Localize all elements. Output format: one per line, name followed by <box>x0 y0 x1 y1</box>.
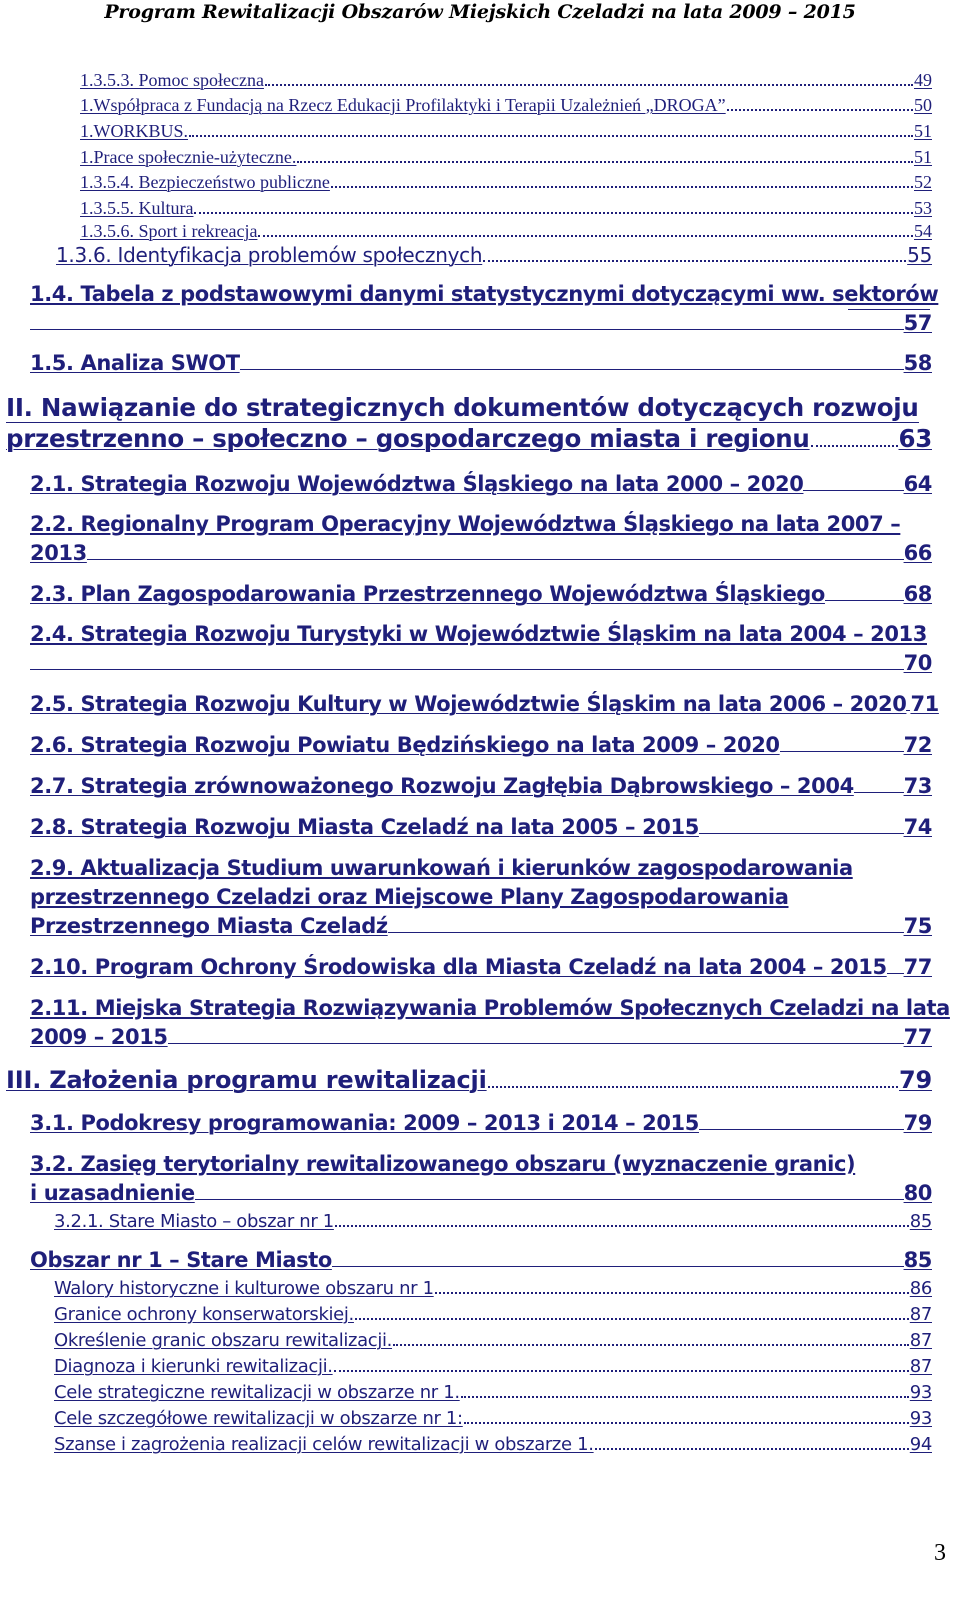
toc-entry[interactable]: 1.3.5.4. Bezpieczeństwo publiczne 52 <box>80 172 932 192</box>
toc-entry[interactable]: 1.Prace społecznie-użyteczne. 51 <box>80 147 932 167</box>
toc-entry[interactable]: 2.5. Strategia Rozwoju Kultury w Województwie Śląskim na lata 2006 – 2020 71 <box>30 692 939 716</box>
toc-entry[interactable]: 57 <box>30 311 932 335</box>
toc-section-line[interactable]: II. Nawiązanie do strategicznych dokumentów dotyczących rozwoju <box>6 393 919 422</box>
toc-entry[interactable]: Szanse i zagrożenia realizacji celów rewitalizacji w obszarze 1. 94 <box>54 1434 932 1455</box>
toc-entry[interactable]: 1.3.5.6. Sport i rekreacja 54 <box>80 221 932 241</box>
toc-entry[interactable]: 2.1. Strategia Rozwoju Województwa Śląskiego na lata 2000 – 2020 64 <box>30 472 932 496</box>
toc-entry[interactable]: Diagnoza i kierunki rewitalizacji. 87 <box>54 1356 932 1377</box>
toc-entry[interactable]: Walory historyczne i kulturowe obszaru nr 1 86 <box>54 1278 932 1299</box>
toc-entry-line[interactable]: 2.11. Miejska Strategia Rozwiązywania Problemów Społecznych Czeladzi na lata <box>30 996 950 1020</box>
toc-entry-line[interactable]: 2.4. Strategia Rozwoju Turystyki w Województwie Śląskim na lata 2004 – 2013 <box>30 622 927 646</box>
toc-entry[interactable]: Obszar nr 1 – Stare Miasto 85 <box>30 1248 932 1272</box>
toc-entry[interactable]: 3.2.1. Stare Miasto – obszar nr 1 85 <box>54 1211 932 1232</box>
toc-entry-line[interactable]: 1.4. Tabela z podstawowymi danymi statystycznymi dotyczącymi ww. sektorów <box>30 282 939 306</box>
toc-underline <box>848 309 930 310</box>
toc-entry[interactable]: 1.WORKBUS. 51 <box>80 121 932 141</box>
toc-section[interactable]: przestrzenno – społeczno – gospodarczego miasta i regionu 63 <box>6 424 932 453</box>
toc-entry[interactable]: 70 <box>30 651 932 675</box>
toc-entry[interactable]: 1.Współpraca z Fundacją na Rzecz Edukacji Profilaktyki i Terapii Uzależnień „DROGA” 50 <box>80 95 932 115</box>
toc-entry[interactable]: 2.7. Strategia zrównoważonego Rozwoju Zagłębia Dąbrowskiego – 2004 73 <box>30 774 932 798</box>
toc-entry-line[interactable]: 2.2. Regionalny Program Operacyjny Województwa Śląskiego na lata 2007 – <box>30 512 901 536</box>
toc-entry[interactable]: Cele szczegółowe rewitalizacji w obszarze nr 1: 93 <box>54 1408 932 1429</box>
toc-entry[interactable]: 2.8. Strategia Rozwoju Miasta Czeladź na lata 2005 – 2015 74 <box>30 815 932 839</box>
toc-entry[interactable]: 1.3.5.3. Pomoc społeczna 49 <box>80 70 932 90</box>
toc-entry[interactable]: 2.6. Strategia Rozwoju Powiatu Będzińskiego na lata 2009 – 2020 72 <box>30 733 932 757</box>
toc-entry[interactable]: 2.10. Program Ochrony Środowiska dla Miasta Czeladź na lata 2004 – 2015 77 <box>30 955 932 979</box>
toc-entry[interactable]: 1.3.5.5. Kultura 53 <box>80 198 932 218</box>
document-header: Program Rewitalizacji Obszarów Miejskich Czeladzi na lata 2009 – 2015 <box>104 1 856 23</box>
toc-entry[interactable]: 2009 – 2015 77 <box>30 1025 932 1049</box>
toc-entry[interactable]: Określenie granic obszaru rewitalizacji. 87 <box>54 1330 932 1351</box>
toc-entry[interactable]: 2.3. Plan Zagospodarowania Przestrzennego Województwa Śląskiego 68 <box>30 582 932 606</box>
toc-entry-line[interactable]: 3.2. Zasięg terytorialny rewitalizowanego obszaru (wyznaczenie granic) <box>30 1152 856 1176</box>
toc-entry[interactable]: Granice ochrony konserwatorskiej. 87 <box>54 1304 932 1325</box>
toc-entry[interactable]: 2013 66 <box>30 541 932 565</box>
toc-entry[interactable]: 1.3.6. Identyfikacja problemów społecznych 55 <box>56 243 932 267</box>
toc-section[interactable]: III. Założenia programu rewitalizacji 79 <box>6 1066 932 1094</box>
toc-entry[interactable]: Przestrzennego Miasta Czeladź 75 <box>30 914 932 938</box>
toc-entry-line[interactable]: 2.9. Aktualizacja Studium uwarunkowań i kierunków zagospodarowania <box>30 856 853 880</box>
toc-entry[interactable]: Cele strategiczne rewitalizacji w obszarze nr 1. 93 <box>54 1382 932 1403</box>
toc-entry[interactable]: 3.1. Podokresy programowania: 2009 – 2013 i 2014 – 2015 79 <box>30 1111 932 1135</box>
toc-entry[interactable]: 1.5. Analiza SWOT 58 <box>30 351 932 375</box>
toc-entry-line[interactable]: przestrzennego Czeladzi oraz Miejscowe Plany Zagospodarowania <box>30 885 789 909</box>
page-number: 3 <box>934 1540 946 1566</box>
toc-entry[interactable]: i uzasadnienie 80 <box>30 1181 932 1205</box>
